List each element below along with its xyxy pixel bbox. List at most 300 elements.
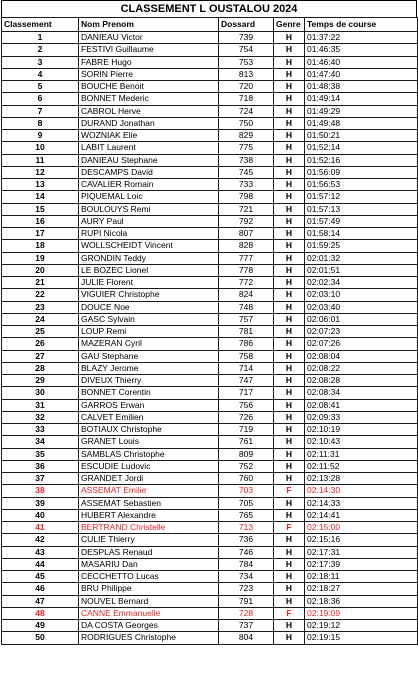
cell-dossard: 703 [219, 485, 274, 497]
table-row [2, 473, 418, 485]
cell-time: 02:03:40 [305, 301, 418, 313]
cell-rank: 9 [2, 130, 79, 142]
cell-genre: H [274, 326, 305, 338]
cell-time: 01:56:09 [305, 166, 418, 178]
cell-rank: 39 [2, 497, 79, 509]
cell-dossard: 775 [219, 142, 274, 154]
cell-genre: H [274, 497, 305, 509]
cell-name: FESTIVI Guillaume [79, 44, 219, 56]
cell-dossard: 754 [219, 44, 274, 56]
cell-time: 02:08:04 [305, 350, 418, 362]
cell-genre: H [274, 350, 305, 362]
cell-name: GASC Sylvain [79, 313, 219, 325]
table-row [2, 424, 418, 436]
cell-rank: 14 [2, 191, 79, 203]
cell-dossard: 721 [219, 203, 274, 215]
cell-name: AURY Paul [79, 215, 219, 227]
table-row [2, 595, 418, 607]
cell-time: 01:46:35 [305, 44, 418, 56]
cell-name: GRANDET Jordi [79, 473, 219, 485]
table-row [2, 338, 418, 350]
table-row [2, 534, 418, 546]
cell-rank: 11 [2, 154, 79, 166]
cell-dossard: 778 [219, 264, 274, 276]
table-row [2, 105, 418, 117]
cell-dossard: 792 [219, 215, 274, 227]
cell-genre: H [274, 595, 305, 607]
header-row [2, 18, 418, 32]
cell-time: 02:18:11 [305, 571, 418, 583]
table-row [2, 166, 418, 178]
cell-time: 01:49:48 [305, 117, 418, 129]
table-row [2, 179, 418, 191]
cell-genre: H [274, 32, 305, 44]
cell-time: 01:57:12 [305, 191, 418, 203]
cell-genre: H [274, 289, 305, 301]
cell-name: DIVEUX Thierry [79, 375, 219, 387]
cell-rank: 45 [2, 571, 79, 583]
cell-rank: 50 [2, 632, 79, 644]
cell-time: 01:58:14 [305, 228, 418, 240]
cell-time: 02:01:51 [305, 264, 418, 276]
cell-rank: 26 [2, 338, 79, 350]
cell-rank: 30 [2, 387, 79, 399]
table-row [2, 571, 418, 583]
table-row [2, 497, 418, 509]
cell-genre: H [274, 411, 305, 423]
table-row [2, 252, 418, 264]
cell-dossard: 791 [219, 595, 274, 607]
cell-rank: 44 [2, 558, 79, 570]
cell-genre: H [274, 191, 305, 203]
cell-time: 01:57:49 [305, 215, 418, 227]
cell-dossard: 777 [219, 252, 274, 264]
cell-genre: H [274, 362, 305, 374]
cell-name: LOUP Remi [79, 326, 219, 338]
cell-dossard: 723 [219, 583, 274, 595]
cell-dossard: 746 [219, 546, 274, 558]
cell-rank: 20 [2, 264, 79, 276]
cell-name: DESPLAS Renaud [79, 546, 219, 558]
cell-time: 02:08:41 [305, 399, 418, 411]
cell-dossard: 798 [219, 191, 274, 203]
table-row [2, 117, 418, 129]
table-row [2, 301, 418, 313]
header-genre: Genre [274, 18, 305, 32]
cell-time: 02:18:27 [305, 583, 418, 595]
results-table [1, 17, 418, 645]
cell-time: 02:14:41 [305, 509, 418, 521]
cell-rank: 24 [2, 313, 79, 325]
cell-time: 02:10:19 [305, 424, 418, 436]
cell-time: 01:52:14 [305, 142, 418, 154]
cell-rank: 49 [2, 620, 79, 632]
cell-genre: H [274, 68, 305, 80]
cell-genre: H [274, 571, 305, 583]
cell-genre: H [274, 44, 305, 56]
cell-time: 01:57:13 [305, 203, 418, 215]
cell-genre: H [274, 509, 305, 521]
cell-dossard: 714 [219, 362, 274, 374]
cell-genre: H [274, 56, 305, 68]
cell-name: WOZNIAK Elie [79, 130, 219, 142]
cell-dossard: 753 [219, 56, 274, 68]
results-sheet [1, 0, 417, 645]
cell-genre: F [274, 607, 305, 619]
cell-name: SORIN Pierre [79, 68, 219, 80]
table-row [2, 277, 418, 289]
cell-time: 01:49:29 [305, 105, 418, 117]
table-row [2, 460, 418, 472]
cell-dossard: 739 [219, 32, 274, 44]
cell-name: BERTRAND Christelle [79, 522, 219, 534]
cell-genre: H [274, 558, 305, 570]
cell-rank: 21 [2, 277, 79, 289]
cell-rank: 25 [2, 326, 79, 338]
table-row [2, 56, 418, 68]
cell-rank: 16 [2, 215, 79, 227]
cell-genre: H [274, 179, 305, 191]
cell-time: 02:15:16 [305, 534, 418, 546]
table-row [2, 326, 418, 338]
cell-genre: H [274, 105, 305, 117]
cell-dossard: 748 [219, 301, 274, 313]
cell-time: 02:08:34 [305, 387, 418, 399]
cell-name: GAU Stephane [79, 350, 219, 362]
cell-time: 02:08:22 [305, 362, 418, 374]
cell-dossard: 786 [219, 338, 274, 350]
table-row [2, 350, 418, 362]
cell-name: BOULOUYS Remi [79, 203, 219, 215]
cell-genre: H [274, 142, 305, 154]
table-row [2, 313, 418, 325]
cell-genre: H [274, 338, 305, 350]
cell-dossard: 772 [219, 277, 274, 289]
table-row [2, 485, 418, 497]
cell-rank: 35 [2, 448, 79, 460]
cell-rank: 8 [2, 117, 79, 129]
cell-genre: H [274, 264, 305, 276]
cell-name: BLAZY Jerome [79, 362, 219, 374]
cell-rank: 6 [2, 93, 79, 105]
cell-time: 02:08:28 [305, 375, 418, 387]
cell-name: CANNE Emmanuelle [79, 607, 219, 619]
table-row [2, 620, 418, 632]
cell-rank: 37 [2, 473, 79, 485]
cell-dossard: 738 [219, 154, 274, 166]
cell-dossard: 747 [219, 375, 274, 387]
cell-rank: 4 [2, 68, 79, 80]
cell-name: CALVET Emilien [79, 411, 219, 423]
cell-genre: H [274, 154, 305, 166]
cell-name: WOLLSCHEIDT Vincent [79, 240, 219, 252]
cell-name: DANIEAU Victor [79, 32, 219, 44]
cell-rank: 23 [2, 301, 79, 313]
table-row [2, 546, 418, 558]
table-row [2, 362, 418, 374]
results-body [2, 32, 418, 645]
table-row [2, 583, 418, 595]
cell-name: DA COSTA Georges [79, 620, 219, 632]
cell-dossard: 809 [219, 448, 274, 460]
cell-time: 01:59:25 [305, 240, 418, 252]
cell-time: 02:17:31 [305, 546, 418, 558]
cell-name: MAZERAN Cyril [79, 338, 219, 350]
page-title: CLASSEMENT L OUSTALOU 2024 [1, 0, 417, 17]
cell-name: HUBERT Alexandre [79, 509, 219, 521]
cell-genre: H [274, 620, 305, 632]
cell-dossard: 718 [219, 93, 274, 105]
cell-rank: 34 [2, 436, 79, 448]
cell-dossard: 813 [219, 68, 274, 80]
cell-genre: F [274, 522, 305, 534]
cell-time: 02:15:00 [305, 522, 418, 534]
cell-rank: 13 [2, 179, 79, 191]
cell-name: ASSEMAT Sebastien [79, 497, 219, 509]
cell-dossard: 756 [219, 399, 274, 411]
cell-name: RUPI Nicola [79, 228, 219, 240]
cell-name: DESCAMPS David [79, 166, 219, 178]
cell-time: 02:06:01 [305, 313, 418, 325]
cell-time: 02:11:52 [305, 460, 418, 472]
table-row [2, 399, 418, 411]
table-row [2, 32, 418, 44]
cell-rank: 5 [2, 81, 79, 93]
cell-name: CECCHETTO Lucas [79, 571, 219, 583]
cell-name: CULIE Thierry [79, 534, 219, 546]
cell-time: 01:50:21 [305, 130, 418, 142]
cell-genre: H [274, 117, 305, 129]
cell-time: 02:10:43 [305, 436, 418, 448]
cell-dossard: 734 [219, 571, 274, 583]
cell-name: CAVALIER Romain [79, 179, 219, 191]
cell-time: 02:07:26 [305, 338, 418, 350]
table-row [2, 558, 418, 570]
header-rank: Classement [2, 18, 79, 32]
cell-rank: 41 [2, 522, 79, 534]
table-row [2, 203, 418, 215]
cell-dossard: 828 [219, 240, 274, 252]
cell-genre: H [274, 534, 305, 546]
cell-dossard: 781 [219, 326, 274, 338]
table-row [2, 228, 418, 240]
cell-genre: H [274, 546, 305, 558]
header-time: Temps de course [305, 18, 418, 32]
cell-dossard: 726 [219, 411, 274, 423]
cell-name: GARROS Erwan [79, 399, 219, 411]
cell-genre: H [274, 252, 305, 264]
cell-dossard: 724 [219, 105, 274, 117]
cell-genre: H [274, 313, 305, 325]
cell-rank: 33 [2, 424, 79, 436]
cell-genre: H [274, 436, 305, 448]
cell-rank: 1 [2, 32, 79, 44]
cell-rank: 42 [2, 534, 79, 546]
table-row [2, 436, 418, 448]
cell-rank: 18 [2, 240, 79, 252]
cell-name: JULIE Florent [79, 277, 219, 289]
cell-dossard: 713 [219, 522, 274, 534]
cell-time: 02:11:31 [305, 448, 418, 460]
table-row [2, 448, 418, 460]
cell-genre: H [274, 375, 305, 387]
cell-dossard: 720 [219, 81, 274, 93]
cell-genre: H [274, 130, 305, 142]
table-row [2, 81, 418, 93]
cell-name: FABRE Hugo [79, 56, 219, 68]
cell-name: MASARIU Dan [79, 558, 219, 570]
cell-rank: 17 [2, 228, 79, 240]
cell-dossard: 829 [219, 130, 274, 142]
cell-time: 02:02:34 [305, 277, 418, 289]
cell-name: PIQUEMAL Loic [79, 191, 219, 203]
table-row [2, 240, 418, 252]
cell-genre: H [274, 583, 305, 595]
cell-time: 02:19:12 [305, 620, 418, 632]
cell-dossard: 765 [219, 509, 274, 521]
cell-rank: 12 [2, 166, 79, 178]
cell-name: DURAND Jonathan [79, 117, 219, 129]
cell-name: NOUVEL Bernard [79, 595, 219, 607]
cell-time: 01:52:16 [305, 154, 418, 166]
cell-name: BONNET Mederic [79, 93, 219, 105]
cell-time: 02:13:28 [305, 473, 418, 485]
cell-dossard: 719 [219, 424, 274, 436]
cell-genre: H [274, 424, 305, 436]
cell-name: BOUCHE Benoit [79, 81, 219, 93]
cell-rank: 32 [2, 411, 79, 423]
cell-rank: 40 [2, 509, 79, 521]
cell-dossard: 752 [219, 460, 274, 472]
cell-time: 01:37:22 [305, 32, 418, 44]
cell-dossard: 737 [219, 620, 274, 632]
cell-name: BONNET Corentin [79, 387, 219, 399]
cell-time: 01:56:53 [305, 179, 418, 191]
cell-rank: 31 [2, 399, 79, 411]
cell-name: SAMBLAS Christophe [79, 448, 219, 460]
cell-genre: H [274, 240, 305, 252]
cell-time: 02:07:23 [305, 326, 418, 338]
cell-dossard: 784 [219, 558, 274, 570]
cell-name: ESCUDIE Ludovic [79, 460, 219, 472]
cell-name: VIGUIER Christophe [79, 289, 219, 301]
cell-time: 02:14:30 [305, 485, 418, 497]
table-row [2, 607, 418, 619]
table-row [2, 509, 418, 521]
cell-rank: 3 [2, 56, 79, 68]
cell-name: LE BOZEC Lionel [79, 264, 219, 276]
cell-genre: H [274, 473, 305, 485]
cell-rank: 22 [2, 289, 79, 301]
cell-genre: H [274, 301, 305, 313]
table-row [2, 289, 418, 301]
cell-dossard: 757 [219, 313, 274, 325]
header-name: Nom Prenom [79, 18, 219, 32]
cell-dossard: 761 [219, 436, 274, 448]
cell-time: 01:48:38 [305, 81, 418, 93]
cell-time: 02:19:15 [305, 632, 418, 644]
cell-dossard: 807 [219, 228, 274, 240]
table-row [2, 411, 418, 423]
cell-rank: 15 [2, 203, 79, 215]
cell-time: 02:19:09 [305, 607, 418, 619]
table-row [2, 68, 418, 80]
cell-rank: 2 [2, 44, 79, 56]
table-row [2, 154, 418, 166]
cell-genre: H [274, 81, 305, 93]
cell-genre: H [274, 228, 305, 240]
cell-time: 01:46:40 [305, 56, 418, 68]
cell-rank: 47 [2, 595, 79, 607]
cell-genre: H [274, 203, 305, 215]
cell-rank: 27 [2, 350, 79, 362]
cell-genre: H [274, 277, 305, 289]
cell-dossard: 824 [219, 289, 274, 301]
table-row [2, 191, 418, 203]
cell-genre: H [274, 632, 305, 644]
cell-genre: H [274, 93, 305, 105]
cell-name: RODRIGUES Christophe [79, 632, 219, 644]
cell-name: CABROL Herve [79, 105, 219, 117]
cell-rank: 7 [2, 105, 79, 117]
cell-rank: 43 [2, 546, 79, 558]
cell-time: 02:01:32 [305, 252, 418, 264]
cell-name: GRANET Louis [79, 436, 219, 448]
cell-dossard: 750 [219, 117, 274, 129]
table-row [2, 522, 418, 534]
cell-time: 01:47:40 [305, 68, 418, 80]
cell-name: DOUCE Noe [79, 301, 219, 313]
table-row [2, 387, 418, 399]
cell-dossard: 728 [219, 607, 274, 619]
cell-dossard: 745 [219, 166, 274, 178]
cell-time: 01:49:14 [305, 93, 418, 105]
table-row [2, 142, 418, 154]
cell-genre: H [274, 166, 305, 178]
table-row [2, 632, 418, 644]
cell-rank: 36 [2, 460, 79, 472]
cell-name: BRU Philippe [79, 583, 219, 595]
cell-dossard: 758 [219, 350, 274, 362]
cell-dossard: 717 [219, 387, 274, 399]
cell-rank: 29 [2, 375, 79, 387]
header-dossard: Dossard [219, 18, 274, 32]
cell-dossard: 804 [219, 632, 274, 644]
cell-genre: H [274, 460, 305, 472]
cell-rank: 46 [2, 583, 79, 595]
cell-time: 02:14:33 [305, 497, 418, 509]
cell-name: DANIEAU Stephane [79, 154, 219, 166]
cell-rank: 38 [2, 485, 79, 497]
cell-time: 02:18:36 [305, 595, 418, 607]
cell-dossard: 733 [219, 179, 274, 191]
cell-dossard: 736 [219, 534, 274, 546]
cell-genre: H [274, 399, 305, 411]
cell-rank: 10 [2, 142, 79, 154]
cell-genre: H [274, 448, 305, 460]
table-row [2, 44, 418, 56]
cell-genre: H [274, 215, 305, 227]
cell-rank: 48 [2, 607, 79, 619]
table-row [2, 215, 418, 227]
cell-time: 02:03:10 [305, 289, 418, 301]
cell-rank: 19 [2, 252, 79, 264]
cell-name: LABIT Laurent [79, 142, 219, 154]
cell-name: BOTIAUX Christophe [79, 424, 219, 436]
table-row [2, 93, 418, 105]
cell-time: 02:17:39 [305, 558, 418, 570]
table-row [2, 375, 418, 387]
